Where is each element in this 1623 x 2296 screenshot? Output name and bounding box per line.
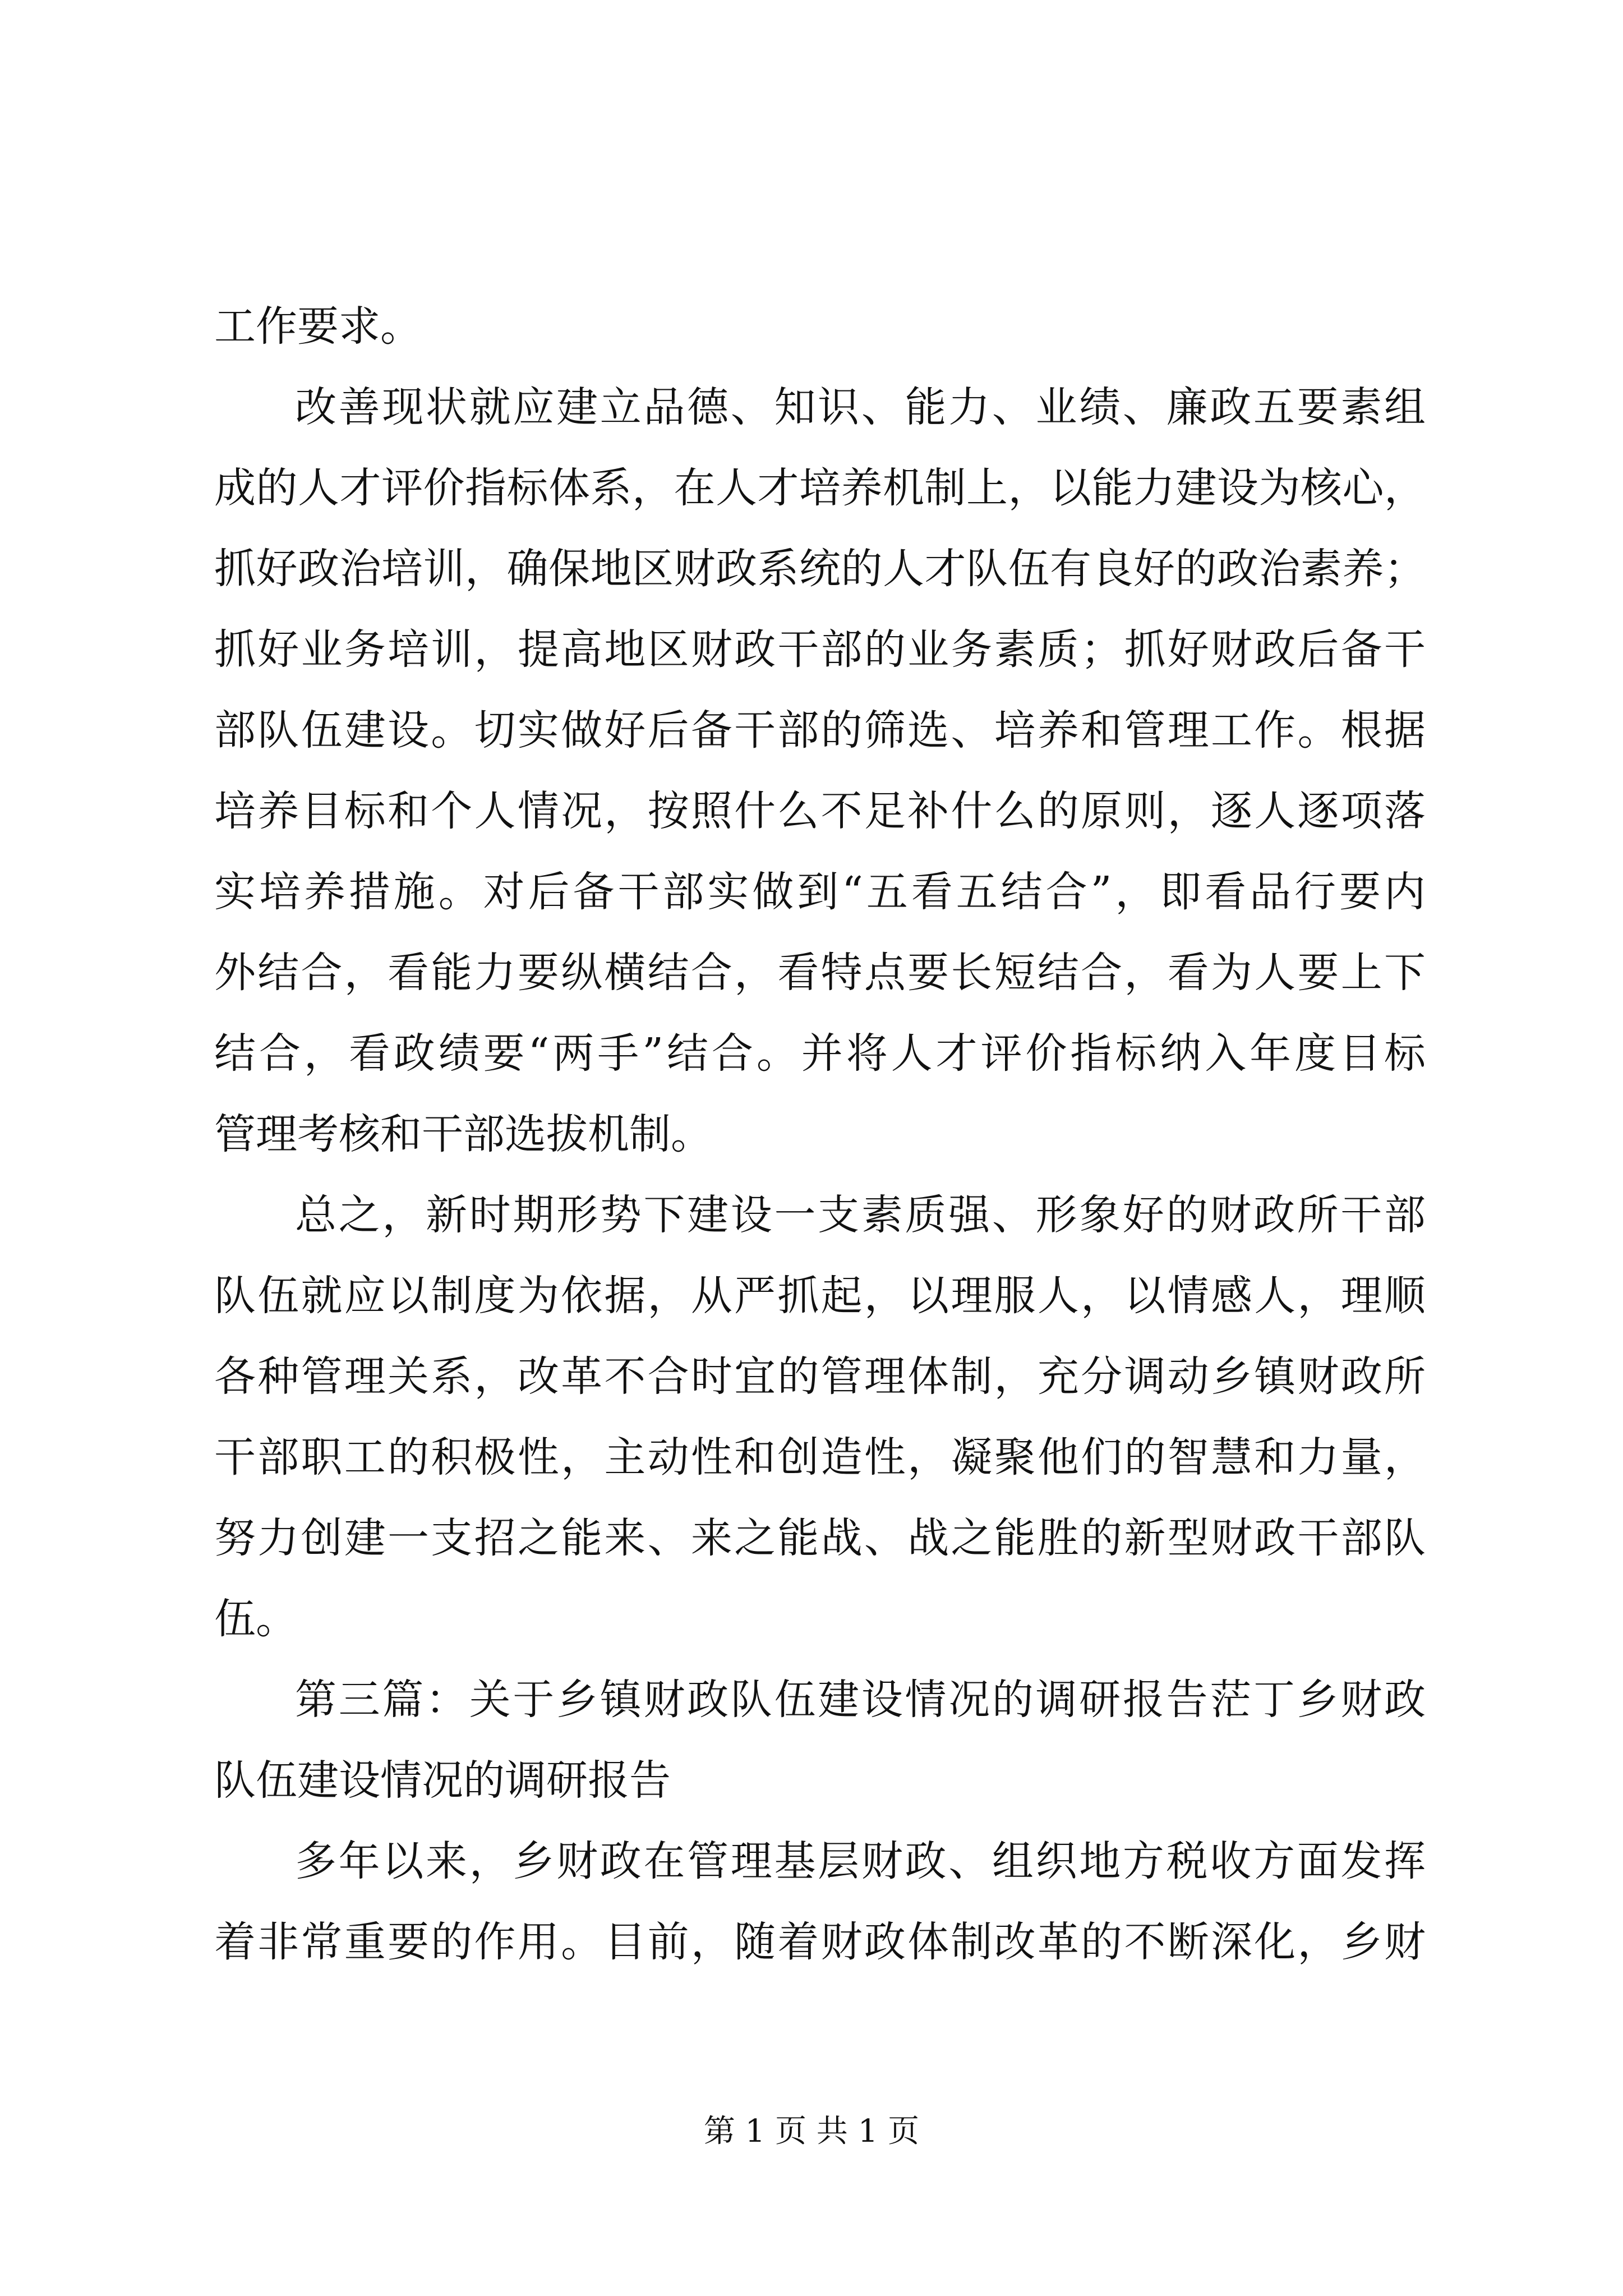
paragraph-line: 抓好政治培训，确保地区财政系统的人才队伍有良好的政治素养； xyxy=(214,545,1426,593)
paragraph-line: 外结合，看能力要纵横结合，看特点要长短结合，看为人要上下 xyxy=(214,949,1426,997)
paragraph-line: 努力创建一支招之能来、来之能战、战之能胜的新型财政干部队 xyxy=(214,1514,1426,1562)
paragraph-line: 成的人才评价指标体系，在人才培养机制上，以能力建设为核心， xyxy=(214,464,1426,512)
paragraph-line: 部队伍建设。切实做好后备干部的筛选、培养和管理工作。根据 xyxy=(214,706,1426,754)
section-heading-line: 第三篇：关于乡镇财政队伍建设情况的调研报告茫丁乡财政 xyxy=(295,1676,1426,1724)
paragraph-line: 工作要求。 xyxy=(214,302,422,351)
paragraph-line: 队伍就应以制度为依据，从严抓起，以理服人，以情感人，理顺 xyxy=(214,1272,1426,1320)
paragraph-line: 着非常重要的作用。目前，随着财政体制改革的不断深化，乡财 xyxy=(214,1918,1426,1966)
paragraph-line: 结合，看政绩要“两手”结合。并将人才评价指标纳入年度目标 xyxy=(214,1029,1426,1078)
paragraph-line: 培养目标和个人情况，按照什么不足补什么的原则，逐人逐项落 xyxy=(214,787,1426,835)
section-heading-line: 队伍建设情况的调研报告 xyxy=(214,1756,671,1805)
paragraph-line: 各种管理关系，改革不合时宜的管理体制，充分调动乡镇财政所 xyxy=(214,1352,1426,1401)
page-number-footer: 第 1 页 共 1 页 xyxy=(703,2113,920,2150)
paragraph-line: 伍。 xyxy=(214,1595,297,1643)
paragraph-line: 多年以来，乡财政在管理基层财政、组织地方税收方面发挥 xyxy=(295,1837,1426,1885)
paragraph-line: 总之，新时期形势下建设一支素质强、形象好的财政所干部 xyxy=(295,1191,1426,1239)
paragraph-line: 改善现状就应建立品德、知识、能力、业绩、廉政五要素组 xyxy=(295,383,1426,431)
paragraph-line: 实培养措施。对后备干部实做到“五看五结合”，即看品行要内 xyxy=(214,868,1426,916)
paragraph-line: 管理考核和干部选拔机制。 xyxy=(214,1110,712,1158)
document-body xyxy=(214,286,1426,1982)
paragraph-line: 干部职工的积极性，主动性和创造性，凝聚他们的智慧和力量， xyxy=(214,1433,1426,1481)
paragraph-line: 抓好业务培训，提高地区财政干部的业务素质；抓好财政后备干 xyxy=(214,625,1426,674)
